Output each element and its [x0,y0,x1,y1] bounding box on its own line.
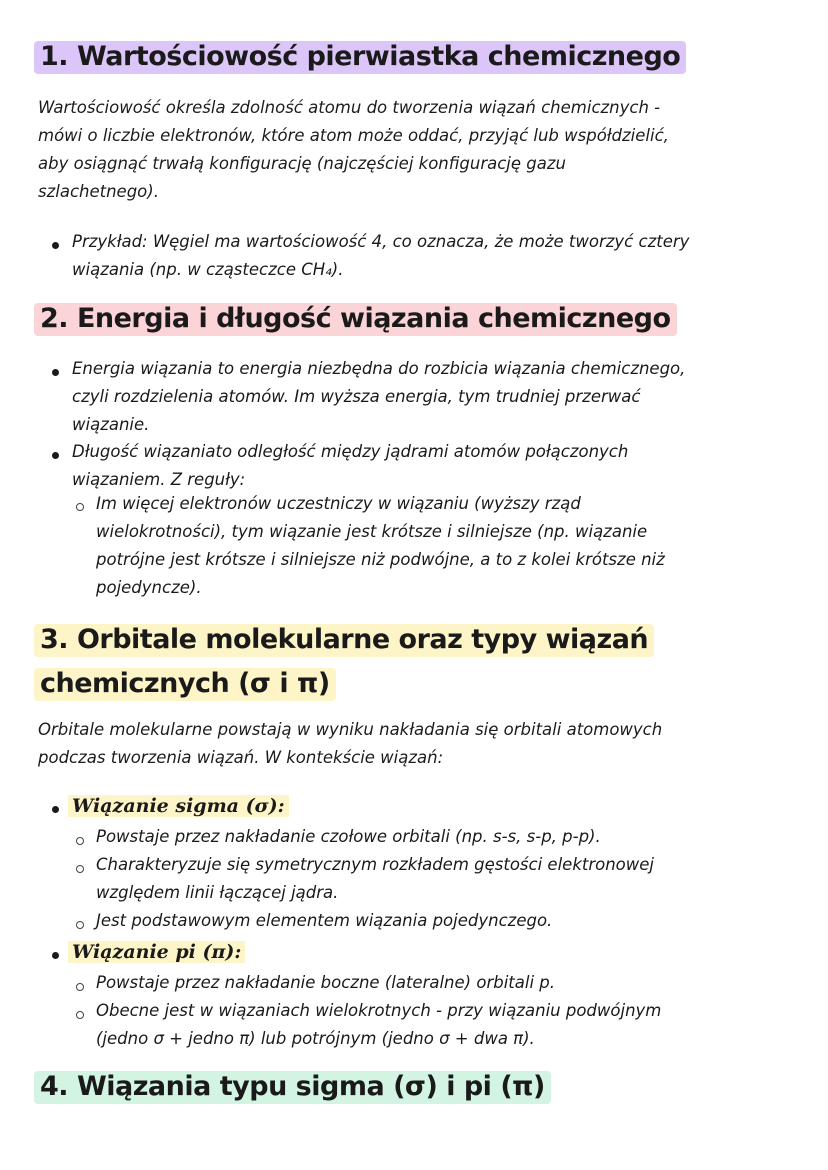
bullet-dot [52,369,59,376]
sub-bullet-ring [76,983,84,991]
section-3-title: 3. Orbitale molekularne oraz typy wiązań chemicznych (σ i π) [34,618,654,706]
bullet-line: wielokrotności), tym wiązanie jest krótsze i silniejsze (np. wiązanie [96,522,648,541]
sigma-item-1: Powstaje przez nakładanie czołowe orbitali (np. s-s, s-p, p-p). [96,827,601,846]
sigma-item-2: Charakteryzuje się symetrycznym rozkładem gęstości elektronowej względem linii łączącej jądra. [96,855,655,902]
bullet-line: potrójne jest krótsze i silniejsze niż podwójne, a to z kolei krótsze niż [96,550,665,569]
bullet-line: wiązanie. [72,415,150,434]
section-4-title: 4. Wiązania typu sigma (σ) i pi (π) [34,1068,551,1106]
bullet-dot [52,952,59,959]
paragraph-line: Orbitale molekularne powstają w wyniku nakładania się orbitali atomowych [38,720,663,739]
paragraph-line: szlachetnego). [38,182,159,201]
sub-bullet-ring [76,921,84,929]
bullet-line: Energia wiązania to energia niezbędna do rozbicia wiązania chemicznego, [72,359,686,378]
section-2-title: 2. Energia i długość wiązania chemicznego [34,300,677,338]
bond-length-bullet [72,438,812,494]
bond-length-rule-subbullet [96,490,812,602]
bullet-dot [52,452,59,459]
bullet-line: wiązaniem. Z reguły: [72,470,246,489]
bullet-line: Przykład: Węgiel ma wartościowość 4, co oznacza, że może tworzyć cztery [72,232,690,251]
sub-bullet-ring [76,837,84,845]
sigma-item-3: Jest podstawowym elementem wiązania pojedynczego. [96,911,553,930]
bullet-dot [52,242,59,249]
bullet-line: Im więcej elektronów uczestniczy w wiązaniu (wyższy rząd [96,494,581,513]
pi-item-1: Powstaje przez nakładanie boczne (lateralne) orbitali p. [96,973,555,992]
bullet-line: pojedyncze). [96,578,202,597]
bullet-line: wiązania (np. w cząsteczce CH₄). [72,260,344,279]
sub-bullet-ring [76,1011,84,1019]
bullet-dot [52,806,59,813]
paragraph-line: aby osiągnąć trwałą konfigurację (najczęściej konfigurację gazu [38,154,566,173]
paragraph-line: podczas tworzenia wiązań. W kontekście wiązań: [38,748,444,767]
pi-item-2: Obecne jest w wiązaniach wielokrotnych - przy wiązaniu podwójnym (jedno σ + jedno π) lub potrójnym (jedno σ + dwa π). [96,1001,662,1048]
pi-bond-label: Wiązanie pi (π): [68,938,245,967]
section-1-example-bullet [72,228,812,284]
section-3-paragraph [38,716,808,772]
bullet-line: czyli rozdzielenia atomów. Im wyższa energia, tym trudniej przerwać [72,387,641,406]
sigma-bond-label: Wiązanie sigma (σ): [68,792,289,821]
paragraph-line: mówi o liczbie elektronów, które atom może oddać, przyjąć lub współdzielić, [38,126,669,145]
bond-energy-bullet [72,355,812,439]
section-1-paragraph [38,94,808,206]
paragraph-line: Wartościowość określa zdolność atomu do tworzenia wiązań chemicznych - [38,98,661,117]
bullet-line: Długość wiązaniato odległość między jądrami atomów połączonych [72,442,629,461]
sub-bullet-ring [76,503,84,511]
section-1-title: 1. Wartościowość pierwiastka chemicznego [34,38,686,76]
sub-bullet-ring [76,865,84,873]
